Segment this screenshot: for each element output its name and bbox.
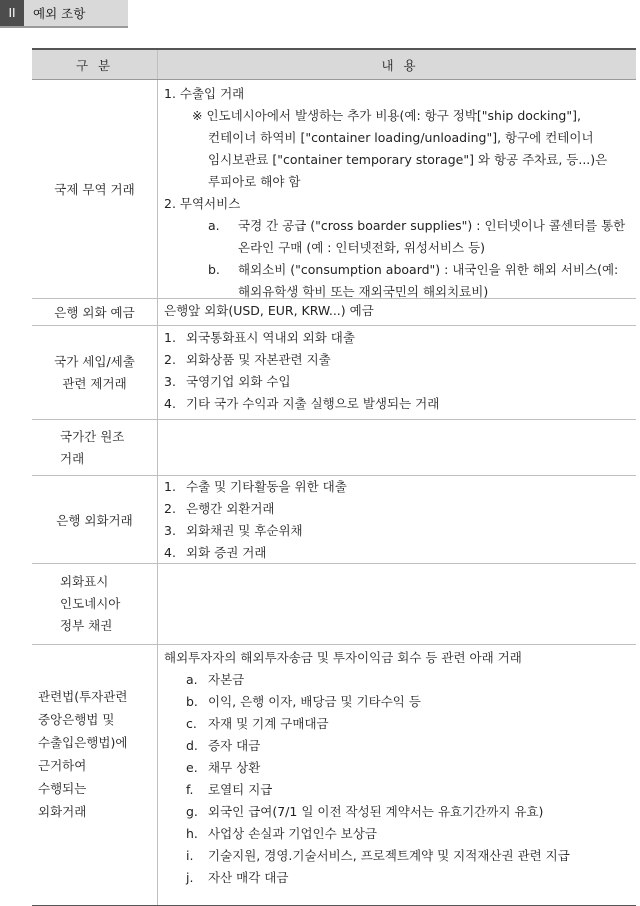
list-item: [164, 520, 636, 542]
list-text: 수출 및 기타활동을 위한 대출: [186, 479, 347, 494]
list-letter: f.: [186, 782, 194, 797]
sub-item-marker: a.: [208, 218, 220, 233]
category-line: 관련법(투자관련: [38, 689, 128, 704]
row-category: [32, 326, 158, 419]
row-category: [32, 420, 158, 475]
row-content: [158, 326, 636, 419]
list-letter: c.: [186, 716, 197, 731]
table-row: [32, 326, 636, 420]
list-text: 사업상 손실과 기업인수 보상금: [208, 826, 377, 841]
table-row: [32, 476, 636, 564]
list-item: [164, 867, 636, 889]
note-line: 루피아로 해야 함: [208, 174, 301, 189]
category-line: 인도네시아: [60, 596, 121, 611]
row-category: [32, 564, 158, 644]
note-line: ※ 인도네시아에서 발생하는 추가 비용(예: 항구 정박["ship docking"],: [192, 108, 581, 123]
list-letter: i.: [186, 848, 194, 863]
list-text: 로열티 지급: [208, 782, 273, 797]
list-number: 3.: [164, 374, 176, 389]
section-number: II: [0, 0, 24, 26]
row-text: 은행앞 외화(USD, EUR, KRW...) 예금: [164, 303, 374, 318]
list-item: 2. 무역서비스: [164, 196, 241, 211]
list-letter: a.: [186, 672, 198, 687]
list-item: [164, 669, 636, 691]
exceptions-table: [32, 48, 636, 906]
list-text: 자본금: [208, 672, 245, 687]
list-letter: h.: [186, 826, 198, 841]
row-category: 은행 외화거래: [32, 476, 158, 563]
sub-item-text: 해외소비 ("consumption aboard") : 내국인을 위한 해외 서비스(예:: [238, 262, 619, 277]
row-content-empty: [158, 420, 636, 475]
list-text: 외국통화표시 역내외 외화 대출: [186, 330, 355, 345]
list-item: [164, 823, 636, 845]
list-text: 기타 국가 수익과 지출 실행으로 발생되는 거래: [186, 396, 440, 411]
list-text: 외화상품 및 자본관련 지출: [186, 352, 331, 367]
row-category: [32, 645, 158, 905]
section-title: 예외 조항: [33, 6, 86, 21]
row-category: 국제 무역 거래: [32, 80, 158, 298]
category-line: 국가간 원조: [60, 428, 125, 444]
table-row: [32, 80, 636, 299]
list-letter: j.: [186, 870, 194, 885]
list-text: 증자 대금: [208, 738, 261, 753]
list-item: [164, 476, 636, 498]
table-row: [32, 420, 636, 476]
category-line: 수행되는: [38, 781, 87, 796]
list-item: [164, 542, 636, 564]
list-text: 이익, 은행 이자, 배당금 및 기타수익 등: [208, 694, 421, 709]
row-intro: 해외투자자의 해외투자송금 및 투자이익금 회수 등 관련 아래 거래: [164, 650, 522, 665]
list-text: 국영기업 외화 수입: [186, 374, 291, 389]
category-line: 외화표시: [60, 574, 109, 589]
list-text: 자산 매각 대금: [208, 870, 289, 885]
list-letter: g.: [186, 804, 198, 819]
row-category: 은행 외화 예금: [32, 299, 158, 325]
table-row: [32, 564, 636, 645]
sub-item: [164, 259, 636, 281]
list-number: 2.: [164, 352, 176, 367]
category-line: 근거하여: [38, 758, 87, 773]
list-text: 기술지원, 경영.기술서비스, 프로젝트계약 및 지적재산권 관련 지급: [208, 848, 570, 863]
list-item: [164, 349, 636, 371]
row-content: [158, 299, 636, 325]
list-item: [164, 691, 636, 713]
list-item: [164, 801, 636, 823]
list-item: [164, 498, 636, 520]
table-header-row: [32, 50, 636, 80]
note-line: 임시보관료 ["container temporary storage"] 와 항공 주차료, 등...)은: [208, 152, 608, 167]
list-number: 4.: [164, 545, 176, 560]
list-text: 외화채권 및 후순위채: [186, 523, 303, 538]
list-item: [164, 393, 636, 415]
list-item: 1. 수출입 거래: [164, 86, 245, 101]
list-number: 3.: [164, 523, 176, 538]
list-item: [164, 713, 636, 735]
note-line: 컨테이너 하역비 ["container loading/unloading"], 항구에 컨테이너: [208, 130, 594, 145]
header-category: 구 분: [32, 50, 158, 79]
list-text: 자재 및 기계 구매대금: [208, 716, 329, 731]
row-content: [158, 80, 636, 298]
row-content: [158, 645, 636, 905]
sub-item-marker: b.: [208, 262, 220, 277]
list-item: [164, 779, 636, 801]
category-line: 외화거래: [38, 804, 87, 819]
category-line: 정부 채권: [60, 618, 113, 633]
category-line: 관련 제거래: [62, 375, 127, 391]
sub-item-continuation: 해외유학생 학비 또는 재외국민의 해외치료비): [238, 284, 489, 299]
list-item: [164, 735, 636, 757]
category-line: 거래: [60, 450, 85, 466]
list-letter: b.: [186, 694, 198, 709]
sub-item: [164, 215, 636, 237]
list-item: [164, 757, 636, 779]
list-number: 1.: [164, 479, 176, 494]
list-letter: d.: [186, 738, 198, 753]
list-text: 외화 증권 거래: [186, 545, 267, 560]
list-item: [164, 371, 636, 393]
list-text: 외국인 급여(7/1 일 이전 작성된 계약서는 유효기간까지 유효): [208, 804, 544, 819]
table-row: [32, 645, 636, 905]
section-header: [0, 0, 128, 28]
list-text: 채무 상환: [208, 760, 261, 775]
table-row: [32, 299, 636, 326]
list-text: 은행간 외환거래: [186, 501, 275, 516]
sub-item-continuation: 온라인 구매 (예 : 인터넷전화, 위성서비스 등): [238, 240, 486, 255]
list-item: [164, 845, 636, 867]
row-content-empty: [158, 564, 636, 644]
row-content: [158, 476, 636, 563]
list-letter: e.: [186, 760, 198, 775]
list-number: 1.: [164, 330, 176, 345]
sub-item-text: 국경 간 공급 ("cross boarder supplies") : 인터넷이나 콜센터를 통한: [238, 218, 626, 233]
category-line: 중앙은행법 및: [38, 712, 115, 727]
list-item: [164, 327, 636, 349]
category-line: 국가 세입/세출: [54, 353, 135, 369]
category-line: 수출입은행법)에: [38, 735, 128, 750]
header-content: 내 용: [381, 57, 419, 73]
list-number: 2.: [164, 501, 176, 516]
list-number: 4.: [164, 396, 176, 411]
